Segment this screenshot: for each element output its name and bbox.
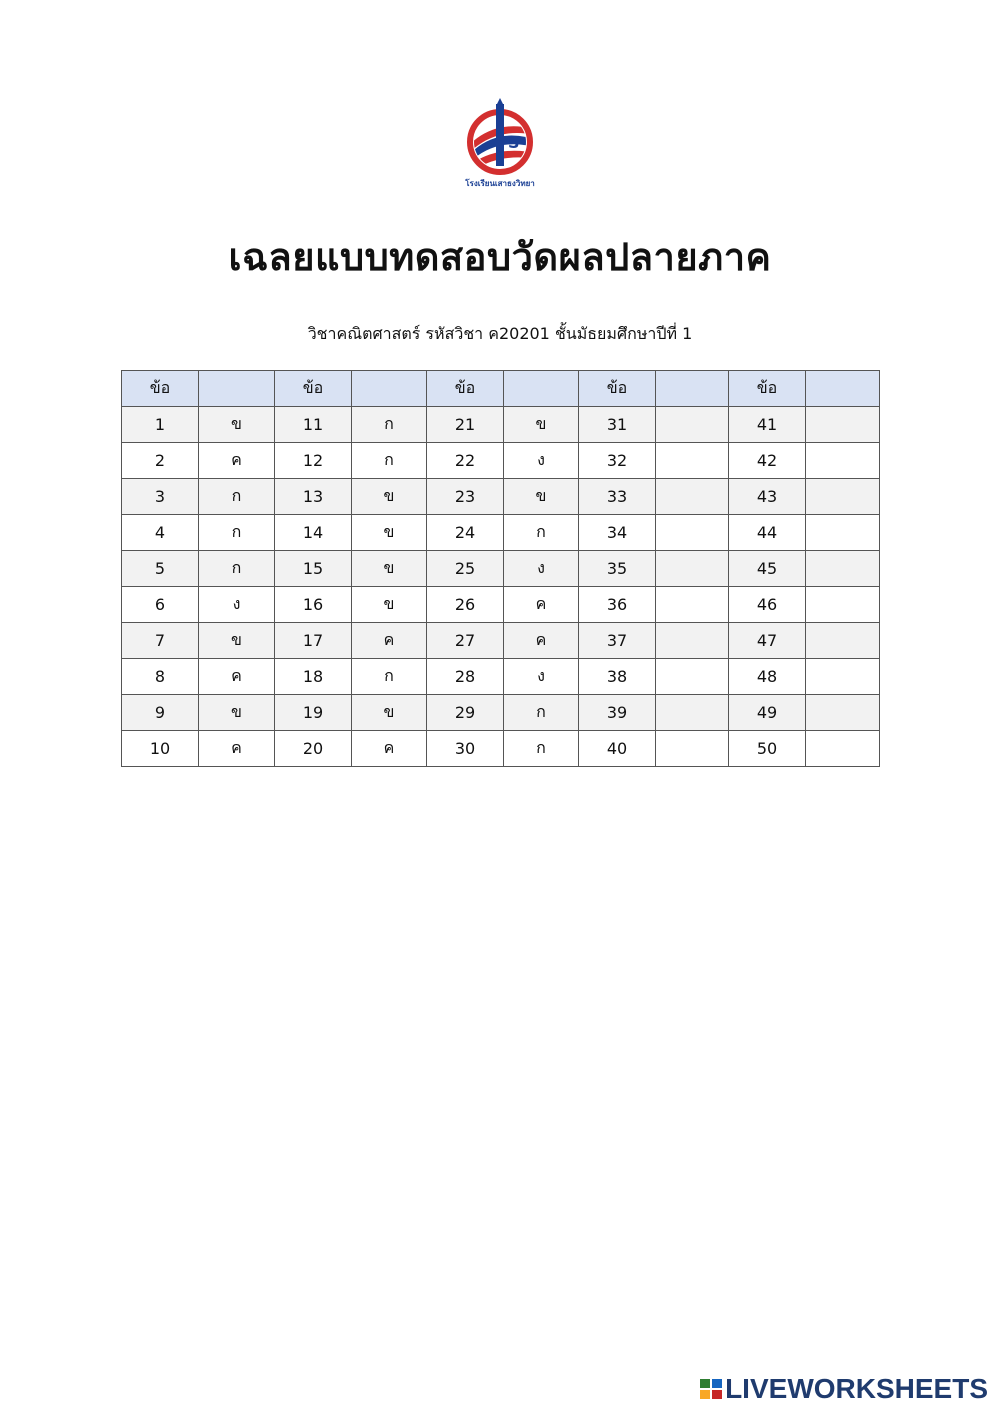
table-row <box>122 587 880 623</box>
item-number-cell: 48 <box>729 659 806 695</box>
answer-cell <box>806 623 880 659</box>
answer-cell: ข <box>199 695 275 731</box>
answer-cell: ก <box>199 479 275 515</box>
item-number-cell: 4 <box>122 515 199 551</box>
item-number-cell: 32 <box>579 443 656 479</box>
answer-cell <box>806 479 880 515</box>
answer-cell: ข <box>199 407 275 443</box>
item-number-cell: 43 <box>729 479 806 515</box>
item-number-cell: 20 <box>275 731 352 767</box>
item-number-cell: 28 <box>427 659 504 695</box>
header-item-number: ข้อ <box>427 371 504 407</box>
svg-text:S: S <box>508 133 520 152</box>
answer-cell: ก <box>504 515 579 551</box>
item-number-cell: 30 <box>427 731 504 767</box>
item-number-cell: 5 <box>122 551 199 587</box>
answer-cell: ก <box>504 695 579 731</box>
item-number-cell: 11 <box>275 407 352 443</box>
item-number-cell: 41 <box>729 407 806 443</box>
answer-cell: ข <box>352 479 427 515</box>
answer-cell <box>806 551 880 587</box>
answer-cell: ง <box>199 587 275 623</box>
item-number-cell: 40 <box>579 731 656 767</box>
item-number-cell: 13 <box>275 479 352 515</box>
answer-cell <box>656 695 729 731</box>
item-number-cell: 2 <box>122 443 199 479</box>
page-title: เฉลยแบบทดสอบวัดผลปลายภาค <box>228 235 772 279</box>
item-number-cell: 44 <box>729 515 806 551</box>
table-row <box>122 551 880 587</box>
item-number-cell: 17 <box>275 623 352 659</box>
table-row <box>122 731 880 767</box>
item-number-cell: 36 <box>579 587 656 623</box>
liveworksheets-brand <box>699 1374 988 1404</box>
table-row <box>122 695 880 731</box>
table-row <box>122 623 880 659</box>
answer-cell: ค <box>352 731 427 767</box>
item-number-cell: 31 <box>579 407 656 443</box>
answer-cell: ข <box>199 623 275 659</box>
answer-cell <box>806 407 880 443</box>
answer-cell <box>656 407 729 443</box>
item-number-cell: 18 <box>275 659 352 695</box>
header-item-number: ข้อ <box>579 371 656 407</box>
answer-cell: ก <box>352 659 427 695</box>
answer-cell: ข <box>352 551 427 587</box>
item-number-cell: 14 <box>275 515 352 551</box>
item-number-cell: 6 <box>122 587 199 623</box>
header-item-number: ข้อ <box>275 371 352 407</box>
answer-cell: ค <box>199 659 275 695</box>
answer-cell <box>656 587 729 623</box>
item-number-cell: 7 <box>122 623 199 659</box>
table-row <box>122 407 880 443</box>
answer-cell <box>806 659 880 695</box>
item-number-cell: 35 <box>579 551 656 587</box>
answer-cell: ค <box>199 731 275 767</box>
emblem-caption: โรงเรียนเสาธงวิทยา <box>465 179 535 188</box>
item-number-cell: 12 <box>275 443 352 479</box>
item-number-cell: 23 <box>427 479 504 515</box>
answer-cell: ข <box>352 587 427 623</box>
table-header-row <box>122 371 880 407</box>
header-answer <box>504 371 579 407</box>
answer-cell: ก <box>199 515 275 551</box>
answer-cell <box>656 443 729 479</box>
item-number-cell: 34 <box>579 515 656 551</box>
answer-cell <box>656 623 729 659</box>
answer-cell: ค <box>504 587 579 623</box>
liveworksheets-logo-icon <box>699 1377 723 1401</box>
item-number-cell: 22 <box>427 443 504 479</box>
answer-cell: ข <box>504 407 579 443</box>
item-number-cell: 49 <box>729 695 806 731</box>
answer-key-table <box>121 370 880 767</box>
table-row <box>122 443 880 479</box>
item-number-cell: 3 <box>122 479 199 515</box>
item-number-cell: 24 <box>427 515 504 551</box>
answer-cell: ก <box>352 407 427 443</box>
item-number-cell: 50 <box>729 731 806 767</box>
answer-cell <box>656 479 729 515</box>
answer-cell: ค <box>352 623 427 659</box>
item-number-cell: 37 <box>579 623 656 659</box>
item-number-cell: 26 <box>427 587 504 623</box>
item-number-cell: 10 <box>122 731 199 767</box>
answer-cell: ก <box>352 443 427 479</box>
item-number-cell: 19 <box>275 695 352 731</box>
item-number-cell: 27 <box>427 623 504 659</box>
answer-cell: ข <box>504 479 579 515</box>
item-number-cell: 46 <box>729 587 806 623</box>
answer-cell <box>806 443 880 479</box>
answer-cell <box>806 695 880 731</box>
answer-cell: ก <box>199 551 275 587</box>
item-number-cell: 38 <box>579 659 656 695</box>
header-answer <box>352 371 427 407</box>
answer-cell: ข <box>352 695 427 731</box>
answer-cell <box>656 659 729 695</box>
item-number-cell: 47 <box>729 623 806 659</box>
table-row <box>122 515 880 551</box>
item-number-cell: 39 <box>579 695 656 731</box>
answer-cell: ค <box>199 443 275 479</box>
answer-cell: ข <box>352 515 427 551</box>
table-row <box>122 659 880 695</box>
item-number-cell: 1 <box>122 407 199 443</box>
header-answer <box>199 371 275 407</box>
item-number-cell: 9 <box>122 695 199 731</box>
header-answer <box>806 371 880 407</box>
header-item-number: ข้อ <box>122 371 199 407</box>
item-number-cell: 29 <box>427 695 504 731</box>
answer-cell <box>806 515 880 551</box>
item-number-cell: 25 <box>427 551 504 587</box>
item-number-cell: 21 <box>427 407 504 443</box>
answer-cell <box>806 587 880 623</box>
answer-cell: ก <box>504 731 579 767</box>
item-number-cell: 8 <box>122 659 199 695</box>
item-number-cell: 42 <box>729 443 806 479</box>
answer-cell <box>806 731 880 767</box>
item-number-cell: 15 <box>275 551 352 587</box>
answer-cell <box>656 515 729 551</box>
header-item-number: ข้อ <box>729 371 806 407</box>
answer-cell: ง <box>504 551 579 587</box>
item-number-cell: 16 <box>275 587 352 623</box>
answer-cell: ง <box>504 443 579 479</box>
page-subtitle: วิชาคณิตศาสตร์ รหัสวิชา ค20201 ชั้นมัธยมศึกษาปีที่ 1 <box>307 324 693 343</box>
answer-cell <box>656 731 729 767</box>
header-answer <box>656 371 729 407</box>
brand-name: LIVEWORKSHEETS <box>725 1373 988 1404</box>
answer-cell: ค <box>504 623 579 659</box>
school-emblem-icon <box>452 98 548 194</box>
table-row <box>122 479 880 515</box>
item-number-cell: 33 <box>579 479 656 515</box>
answer-cell <box>656 551 729 587</box>
item-number-cell: 45 <box>729 551 806 587</box>
answer-cell: ง <box>504 659 579 695</box>
